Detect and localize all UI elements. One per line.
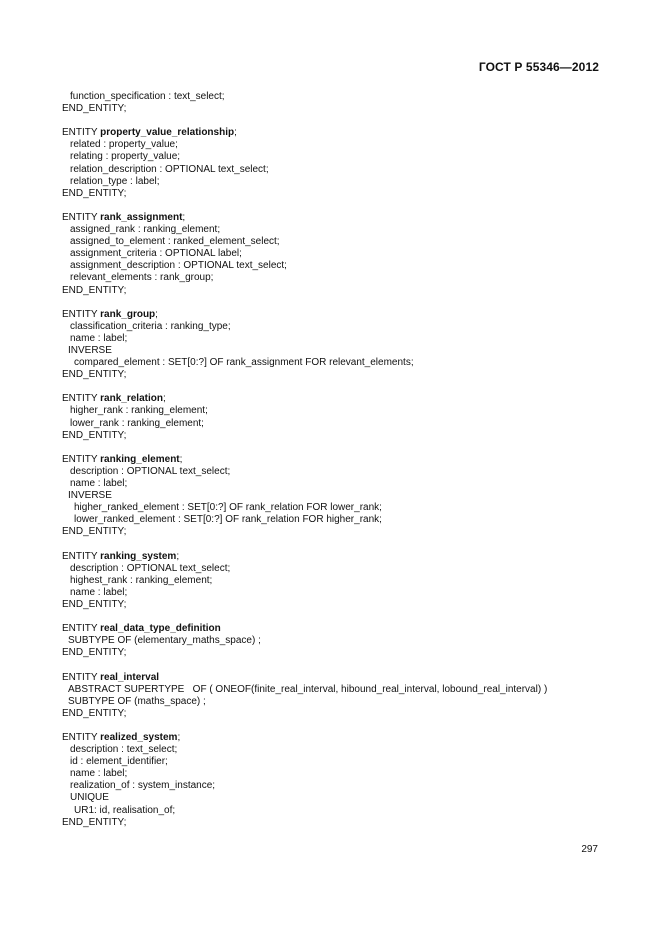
line-text: related : property_value; [70, 139, 178, 151]
line-text: name : label; [70, 332, 128, 344]
line-text: name : label; [70, 586, 128, 598]
line-text: name : label; [70, 478, 128, 489]
line-text: UNIQUE [70, 792, 109, 804]
code-line [62, 405, 602, 417]
entity-name: rank_group [100, 308, 156, 320]
code-line [62, 357, 602, 369]
line-text: ENTITY [62, 393, 101, 405]
code-line [62, 236, 602, 248]
line-terminator: ; [182, 211, 186, 223]
code-line [62, 563, 602, 575]
blank-line [62, 200, 602, 212]
line-text: higher_rank : ranking_element; [70, 405, 208, 417]
code-line [62, 768, 602, 780]
blank-line [62, 720, 602, 732]
line-text: UR1: id, realisation_of; [74, 804, 176, 816]
express-schema-listing [62, 91, 602, 829]
code-line [62, 139, 602, 151]
code-line [62, 756, 602, 768]
line-text: ENTITY [62, 550, 101, 562]
code-line [62, 502, 602, 514]
line-text: description : text_select; [70, 744, 178, 756]
line-text: description : OPTIONAL text_select; [70, 465, 231, 477]
code-line [62, 321, 602, 333]
line-text: ENTITY [62, 211, 101, 223]
code-line [62, 780, 602, 792]
line-text: description : OPTIONAL text_select; [70, 562, 231, 574]
line-terminator: ; [176, 550, 180, 562]
code-line [62, 647, 602, 659]
code-line [62, 151, 602, 163]
code-line [62, 599, 602, 611]
entity-name: ranking_element [100, 453, 180, 465]
line-text: ENTITY [62, 453, 101, 465]
entity-name: property_value_relationship [100, 127, 235, 139]
standard-header: ГОСТ Р 55346—2012 [478, 60, 599, 74]
entity-declaration-line [62, 454, 602, 466]
line-text: assigned_rank : ranking_element; [70, 224, 221, 236]
entity-name: rank_assignment [100, 211, 183, 223]
entity-declaration-line [62, 672, 602, 684]
code-line [62, 478, 602, 490]
blank-line [62, 611, 602, 623]
code-line [62, 587, 602, 599]
code-line [62, 248, 602, 260]
line-text: id : element_identifier; [70, 756, 168, 768]
code-line [62, 260, 602, 272]
code-line [62, 696, 602, 708]
line-text: END_ENTITY; [62, 598, 127, 610]
line-text: assignment_description : OPTIONAL text_select; [70, 260, 287, 272]
line-text: END_ENTITY; [62, 369, 127, 381]
line-text: realization_of : system_instance; [70, 780, 216, 792]
line-text: classification_criteria : ranking_type; [70, 320, 231, 332]
line-text: END_ENTITY; [62, 103, 127, 115]
line-text: END_ENTITY; [62, 647, 127, 659]
line-text: END_ENTITY; [62, 816, 127, 828]
line-terminator: ; [234, 127, 237, 139]
line-text: assignment_criteria : OPTIONAL label; [70, 248, 242, 260]
line-text: function_specification : text_select; [70, 91, 225, 102]
code-line [62, 333, 602, 345]
code-line [62, 345, 602, 357]
entity-declaration-line [62, 732, 602, 744]
line-text: compared_element : SET[0:?] OF rank_assignment FOR relevant_elements; [74, 357, 414, 369]
code-line [62, 188, 602, 200]
line-terminator: ; [177, 731, 181, 743]
line-text: relevant_elements : rank_group; [70, 272, 214, 284]
entity-declaration-line [62, 212, 602, 224]
code-line [62, 466, 602, 478]
code-line [62, 91, 602, 103]
blank-line [62, 442, 602, 454]
line-text: INVERSE [68, 344, 112, 356]
code-line [62, 792, 602, 804]
code-line [62, 805, 602, 817]
code-line [62, 103, 602, 115]
line-text: lower_ranked_element : SET[0:?] OF rank_relation FOR higher_rank; [74, 514, 382, 526]
entity-declaration-line [62, 127, 602, 139]
code-line [62, 369, 602, 381]
code-line [62, 635, 602, 647]
code-line [62, 708, 602, 720]
entity-name: rank_relation [100, 393, 163, 405]
line-terminator: ; [162, 393, 166, 405]
line-text: END_ENTITY; [62, 526, 127, 538]
entity-declaration-line [62, 623, 602, 635]
line-text: ENTITY [62, 127, 101, 139]
code-line [62, 744, 602, 756]
line-text: higher_ranked_element : SET[0:?] OF rank_relation FOR lower_rank; [74, 502, 382, 514]
code-line [62, 490, 602, 502]
blank-line [62, 381, 602, 393]
code-line [62, 684, 602, 696]
entity-declaration-line [62, 393, 602, 405]
line-text: assigned_to_element : ranked_element_select; [70, 236, 280, 248]
line-text: INVERSE [68, 490, 112, 502]
code-line [62, 164, 602, 176]
line-text: ENTITY [62, 671, 101, 683]
code-line [62, 176, 602, 188]
line-text: SUBTYPE OF (maths_space) ; [68, 695, 206, 707]
code-line [62, 430, 602, 442]
line-text: ENTITY [62, 731, 101, 743]
line-text: relation_description : OPTIONAL text_select; [70, 163, 269, 175]
entity-declaration-line [62, 309, 602, 321]
line-text: ENTITY [62, 623, 101, 635]
code-line [62, 514, 602, 526]
line-terminator: ; [179, 453, 183, 465]
code-line [62, 418, 602, 430]
line-text: END_ENTITY; [62, 707, 127, 719]
line-text: lower_rank : ranking_element; [70, 417, 204, 429]
page-number: 297 [581, 844, 598, 855]
entity-name: realized_system [100, 731, 178, 743]
entity-name: real_interval [100, 671, 160, 683]
code-line [62, 526, 602, 538]
code-line [62, 224, 602, 236]
line-text: END_ENTITY; [62, 284, 127, 296]
entity-name: ranking_system [100, 550, 177, 562]
line-text: highest_rank : ranking_element; [70, 574, 213, 586]
entity-name: real_data_type_definition [100, 623, 221, 635]
line-text: END_ENTITY; [62, 187, 127, 199]
line-text: name : label; [70, 768, 128, 780]
code-line [62, 272, 602, 284]
line-text: relation_type : label; [70, 175, 160, 187]
line-text: ENTITY [62, 308, 101, 320]
code-line [62, 285, 602, 297]
blank-line [62, 538, 602, 550]
blank-line [62, 115, 602, 127]
line-text: END_ENTITY; [62, 429, 127, 441]
code-line [62, 817, 602, 829]
line-text: SUBTYPE OF (elementary_maths_space) ; [68, 635, 261, 647]
blank-line [62, 659, 602, 671]
line-text: relating : property_value; [70, 151, 181, 163]
code-line [62, 575, 602, 587]
line-text: ABSTRACT SUPERTYPE OF ( ONEOF(finite_real_interval, hibound_real_interval, lobound_real_interval) ) [68, 683, 548, 695]
entity-declaration-line [62, 551, 602, 563]
line-terminator: ; [155, 308, 158, 320]
blank-line [62, 297, 602, 309]
